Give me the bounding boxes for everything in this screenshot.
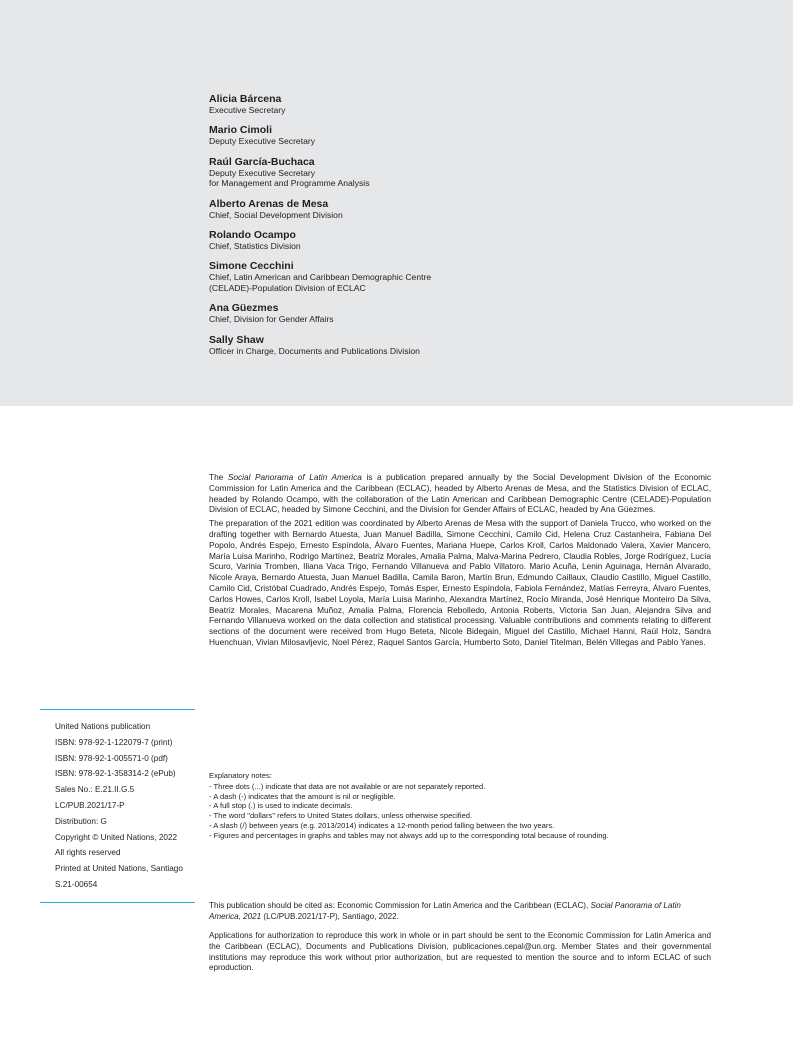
staff-role: Chief, Social Development Division xyxy=(209,209,343,220)
citation-title: Social Panorama of Latin America, 2021 xyxy=(209,901,681,921)
publication-info-line: ISBN: 978-92-1-358314-2 (ePub) xyxy=(55,769,176,779)
staff-name: Simone Cecchini xyxy=(209,260,294,273)
intro-text-start: The xyxy=(209,472,228,482)
staff-entry xyxy=(209,124,709,146)
note-item: - A slash (/) between years (e.g. 2013/2014) indicates a 12-month period falling between the two years. xyxy=(209,820,555,830)
citation-text xyxy=(209,901,711,923)
staff-entry xyxy=(209,260,709,293)
staff-name: Ana Güezmes xyxy=(209,302,279,315)
note-item: - The word "dollars" refers to United States dollars, unless otherwise specified. xyxy=(209,811,473,821)
intro-paragraph-credits: The preparation of the 2021 edition was coordinated by Alberto Arenas de Mesa with the support of Daniela Trucco, who worked on the drafting together with Bernardo Atuesta, Juan Manuel Badilla, Simone Cecchini, Camilo Cid, Helena Cruz Castanheira, Fabiana Del Popolo, Andrés Espejo, Ernesto Espíndola, Álvaro Fuentes, Mariana Huepe, Carlos Kroll, Carlos Maldonado Valera, Xavier Mancero, María Luisa Marinho, Rodrigo Martínez, Beatriz Morales, Amalia Palma, Malva-Marina Pedrero, Claudia Robles, Jorge Rodríguez, Lucía Scuro, Varinia Tromben, Iliana Vaca Trigo, Fernando Villanueva and Pablo Villatoro. Mario Acuña, Lenin Aguinaga, Hernán Alvarado, Nicole Araya, Bernardo Atuesta, Juan Manuel Badilla, Camila Baron, Martín Brun, Edmundo Caillaux, Claudio Castillo, Miguel Castillo, Camilo Cid, Cristóbal Cuadrado, Andrés Espejo, Tomás Esper, Ernesto Espíndola, Fabiola Fernández, Matías Ferreyra, Álvaro Fuentes, Carlos Howes, Carlos Kroll, Isabel Loyola, María Luisa Marinho, Alexandra Martínez, Rocío Miranda, José Henrique Monteiro Da Silva, Beatriz Morales, Macarena Muñoz, Amalia Palma, Florencia Rebolledo, Antonia Roberts, Victoria San Juan, Alejandra Silva and Fernando Villanueva worked on the data collection and statistical processing. Valuable contributions and comments relating to different sections of the document were received from Hugo Beteta, Nicole Bidegain, Miguel del Castillo, Michael Hanni, Raúl Holz, Sandra Huenchuan, Vivian Milosavljevic, Noel Pérez, Raquel Santos García, Humberto Soto, Daniel Titelman, Belén Villegas and Pablo Yanes. xyxy=(209,518,711,647)
staff-name: Sally Shaw xyxy=(209,333,264,346)
staff-role: Chief, Latin American and Caribbean Demographic Centre (CELADE)-Population Division of ECLAC xyxy=(209,272,432,293)
permissions-text: Applications for authorization to reproduce this work in whole or in part should be sent to the Economic Commission for Latin America and the Caribbean (ECLAC), Documents and Publications Division, publicaciones.cepal@un.org. Member States and their governmental institutions may reproduce this work without prior authorization, but are requested to mention the source and to inform ECLAC of such eproduction. xyxy=(209,931,711,973)
staff-name: Alicia Bárcena xyxy=(209,93,282,105)
staff-band xyxy=(0,0,793,406)
staff-entry xyxy=(209,198,709,220)
publication-info-line: ISBN: 978-92-1-122079-7 (print) xyxy=(55,737,173,747)
staff-name: Mario Cimoli xyxy=(209,124,273,137)
publication-info-line: Copyright © United Nations, 2022 xyxy=(55,832,178,842)
publication-info-line: Printed at United Nations, Santiago xyxy=(55,864,183,874)
staff-role: Deputy Executive Secretary xyxy=(209,136,316,147)
publication-info-line: S.21-00654 xyxy=(55,879,98,889)
staff-role: Chief, Division for Gender Affairs xyxy=(209,314,334,325)
staff-role: Chief, Statistics Division xyxy=(209,241,301,252)
staff-name: Rolando Ocampo xyxy=(209,229,296,242)
note-item: - A full stop (.) is used to indicate decimals. xyxy=(209,801,353,811)
staff-role: Executive Secretary xyxy=(209,105,286,115)
staff-list xyxy=(209,93,709,365)
publication-info-line: Distribution: G xyxy=(55,816,107,826)
staff-entry xyxy=(209,334,709,356)
staff-name: Raúl García-Buchaca xyxy=(209,155,315,168)
staff-name: Alberto Arenas de Mesa xyxy=(209,197,329,210)
publication-info-line: Sales No.: E.21.II.G.5 xyxy=(55,785,135,795)
citation-end: (LC/PUB.2021/17-P), Santiago, 2022. xyxy=(261,911,399,921)
staff-role: Officer in Charge, Documents and Publications Division xyxy=(209,345,420,356)
publication-info-line: LC/PUB.2021/17-P xyxy=(55,800,125,810)
staff-entry xyxy=(209,156,709,189)
publication-info-line: ISBN: 978-92-1-005571-0 (pdf) xyxy=(55,753,168,763)
intro-text xyxy=(209,472,711,651)
publication-info-line: United Nations publication xyxy=(55,722,151,731)
intro-paragraph xyxy=(209,472,711,515)
citation-start: This publication should be cited as: Economic Commission for Latin America and the Caribbean (ECLAC), xyxy=(209,901,591,910)
intro-text-rest: is a publication prepared annually by the Social Development Division of the Economic Commission for Latin America and the Caribbean (ECLAC), headed by Alberto Arenas de Mesa, and the Statistics Division of ECLAC, headed by Rolando Ocampo, with the collaboration of the Latin American and Caribbean Demographic Centre (CELADE)-Population Division of ECLAC, headed by Simone Cecchini, and the Division for Gender Affairs of ECLAC, headed by Ana Güezmes. xyxy=(209,472,711,515)
publication-title: Social Panorama of Latin America xyxy=(227,472,362,482)
staff-entry xyxy=(209,302,709,324)
publication-info-box xyxy=(40,709,195,903)
note-item: - A dash (-) indicates that the amount is nil or negligible. xyxy=(209,791,396,801)
note-item: - Three dots (...) indicate that data are not available or are not separately reported. xyxy=(209,781,486,791)
notes-title: Explanatory notes: xyxy=(209,771,272,780)
staff-role: Deputy Executive Secretary for Management and Programme Analysis xyxy=(209,167,370,189)
staff-entry xyxy=(209,93,709,115)
publication-info-line: All rights reserved xyxy=(55,848,121,858)
explanatory-notes xyxy=(209,771,729,841)
staff-entry xyxy=(209,229,709,251)
note-item: - Figures and percentages in graphs and tables may not always add up to the corresponding total because of rounding. xyxy=(209,830,609,840)
